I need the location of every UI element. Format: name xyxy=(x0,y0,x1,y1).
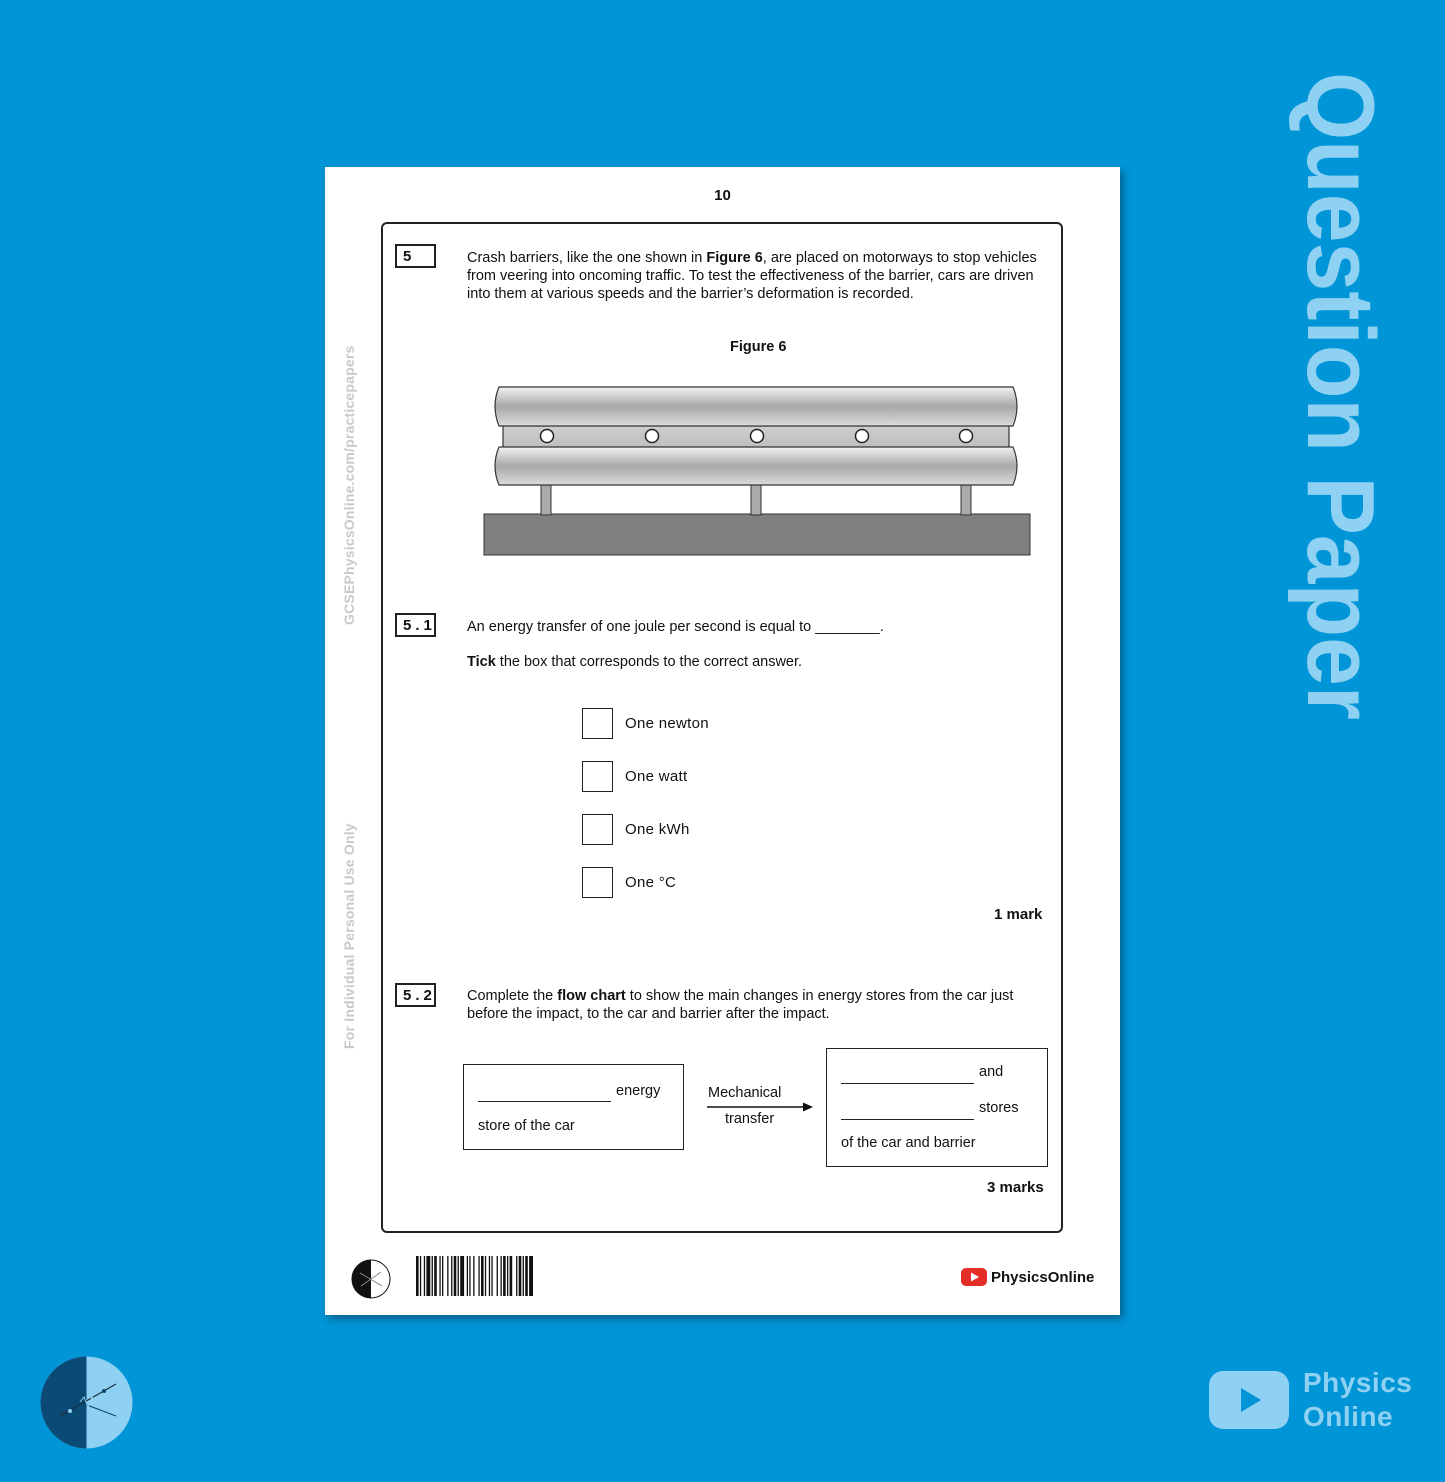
flow-box-word: and xyxy=(979,1064,1004,1080)
arrow-label-bottom: transfer xyxy=(725,1111,775,1127)
physicsonline-logo-icon xyxy=(351,1259,391,1299)
question-5-1-instruction: Tick the box that corresponds to the correct answer. xyxy=(467,654,803,670)
question-5-2-text: Complete the flow chart to show the main changes in energy stores from the car just before the impact, to the car and barrier after the impact. xyxy=(467,988,1014,1022)
figure-caption: Figure 6 xyxy=(730,339,787,355)
bolt xyxy=(751,430,764,443)
flow-box-start xyxy=(463,1064,684,1150)
youtube-play-icon xyxy=(1209,1371,1289,1429)
arrow-label-top: Mechanical xyxy=(708,1085,782,1101)
tick-box[interactable] xyxy=(582,867,613,898)
flow-box-subtext: of the car and barrier xyxy=(841,1135,976,1151)
bolt xyxy=(960,430,973,443)
brand-line-1: Physics xyxy=(1303,1367,1413,1398)
page-number: 10 xyxy=(714,187,731,204)
footer-brand-label: PhysicsOnline xyxy=(991,1268,1095,1286)
bolt xyxy=(541,430,554,443)
side-title xyxy=(1222,72,1438,722)
bolt xyxy=(646,430,659,443)
option-label: One °C xyxy=(625,874,677,891)
option-label: One newton xyxy=(625,715,709,732)
flow-box-subtext: store of the car xyxy=(478,1118,575,1134)
youtube-icon xyxy=(961,1268,987,1286)
brand-line-2: Online xyxy=(1303,1401,1394,1432)
crash-barrier-figure xyxy=(483,384,1031,556)
barcode xyxy=(416,1256,582,1296)
ground xyxy=(484,514,1030,555)
tick-box[interactable] xyxy=(582,708,613,739)
question-number-5: 5 xyxy=(395,244,436,268)
marks-label: 3 marks xyxy=(987,1179,1044,1196)
question-number-5-1: 5.1 xyxy=(395,613,436,637)
option-label: One kWh xyxy=(625,821,690,838)
barrier-rail-top xyxy=(495,387,1017,426)
answer-line[interactable] xyxy=(841,1119,974,1120)
question-number-5-2: 5.2 xyxy=(395,983,436,1007)
question-paper-page: 10 GCSEPhysicsOnline.com/practicepapers For Individual Personal Use Only 5 Crash barriers, like the one shown in Figure 6, are placed on motorways to stop vehicles from veering into oncoming traffic. To test the effectiveness of the barrier, cars are driven into them at various speeds and the barrier’s deformation is recorded. Figure 6 5.1 An energy transfer of one joule per second is equal to ________. Tick the box that corresponds to the correct answer. One newton One watt One kWh One °C 1 mark 5.2 Complete the flow chart to show the main changes in energy stores from the car just before the impact, to the car and barrier after the impact. energy store of the car Mechanical transfer and stores of the car and barrier 3 marks PhysicsOnline xyxy=(325,167,1120,1315)
physics-online-brand xyxy=(1209,1366,1412,1434)
answer-option xyxy=(582,761,687,792)
option-label: One watt xyxy=(625,768,688,785)
tick-box[interactable] xyxy=(582,814,613,845)
answer-option xyxy=(582,814,690,845)
question-5-text: Crash barriers, like the one shown in Figure 6, are placed on motorways to stop vehicles from veering into oncoming traffic. To test the effectiveness of the barrier, cars are driven into them at various speeds and the barrier’s deformation is recorded. xyxy=(467,250,1037,302)
answer-option xyxy=(582,867,676,898)
flow-box-word: stores xyxy=(979,1100,1019,1116)
side-title-text: Question Paper xyxy=(1287,72,1394,722)
corner-logo-icon xyxy=(40,1356,133,1449)
barrier-rail-bottom xyxy=(495,447,1017,485)
barrier-post xyxy=(541,482,551,515)
answer-line[interactable] xyxy=(478,1101,611,1102)
barrier-post xyxy=(751,482,761,515)
tick-box[interactable] xyxy=(582,761,613,792)
marks-label: 1 mark xyxy=(994,906,1043,923)
answer-option xyxy=(582,708,709,739)
flow-box-end xyxy=(826,1048,1048,1167)
bolt xyxy=(856,430,869,443)
footer-brand xyxy=(961,1268,1094,1286)
barrier-post xyxy=(961,482,971,515)
answer-line[interactable] xyxy=(841,1083,974,1084)
flow-box-word: energy xyxy=(616,1083,661,1099)
question-5-1-prompt: An energy transfer of one joule per second is equal to ________. xyxy=(467,619,884,635)
